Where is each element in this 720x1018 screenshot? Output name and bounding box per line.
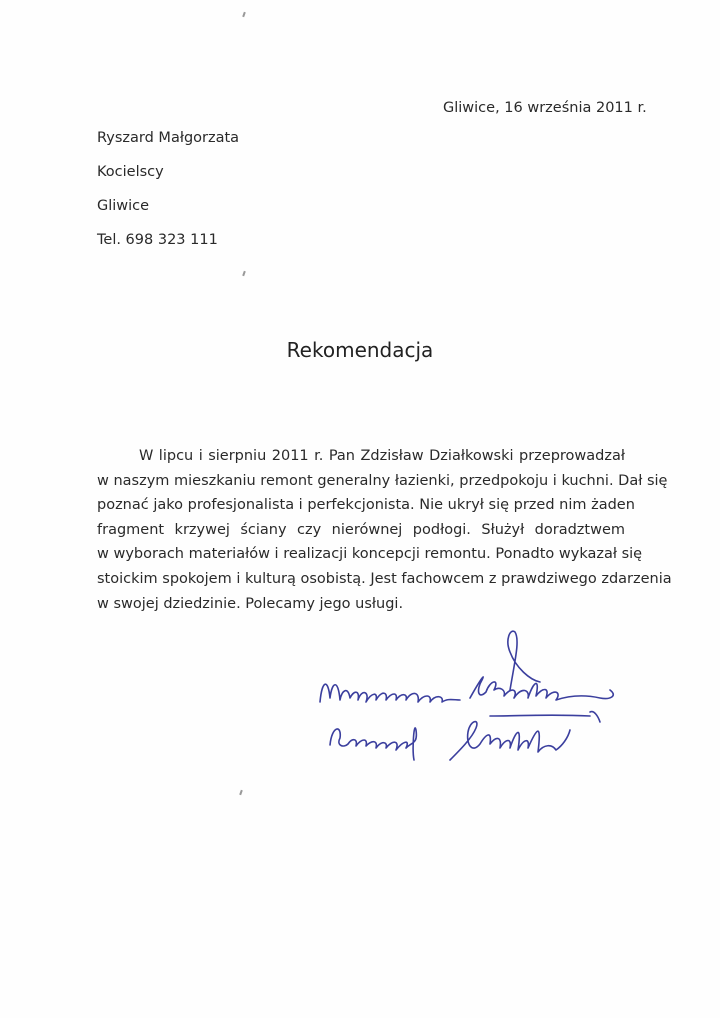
scan-speck <box>239 790 243 795</box>
signature-2 <box>330 728 416 760</box>
signature-2-k <box>450 715 590 760</box>
letter-date: Gliwice, 16 września 2011 r. <box>443 100 647 116</box>
signature-1-k <box>470 677 613 700</box>
body-line: stoickim spokojem i kulturą osobistą. Jest fachowcem z prawdziwego zdarzenia <box>97 570 672 587</box>
sender-surname: Kocielscy <box>97 164 164 180</box>
sender-city: Gliwice <box>97 198 150 214</box>
sender-phone: Tel. 698 323 111 <box>97 232 218 248</box>
scan-speck <box>242 12 246 17</box>
body-line: w swojej dziedzinie. Polecamy jego usługi. <box>97 595 404 612</box>
body-line: w wyborach materiałów i realizacji koncepcji remontu. Ponadto wykazał się <box>97 546 643 563</box>
signature-1 <box>320 684 460 702</box>
body-line: fragment krzywej ściany czy nierównej podłogi. Służył doradztwem <box>97 521 625 538</box>
body-line: w naszym mieszkaniu remont generalny łazienki, przedpokoju i kuchni. Dał się <box>97 472 668 489</box>
sender-block <box>97 128 239 264</box>
handwritten-signatures <box>300 620 640 790</box>
sender-names: Ryszard Małgorzata <box>97 130 240 146</box>
letter-title: Rekomendacja <box>286 338 434 362</box>
body-line: W lipcu i sierpniu 2011 r. Pan Zdzisław Działkowski przeprowadzał <box>139 448 625 464</box>
signature-2-dot <box>590 712 600 722</box>
signature-1-loop <box>508 631 540 690</box>
body-line: poznać jako profesjonalista i perfekcjonista. Nie ukrył się przed nim żaden <box>97 497 635 514</box>
scan-speck <box>242 271 246 276</box>
letter-body <box>97 444 672 616</box>
